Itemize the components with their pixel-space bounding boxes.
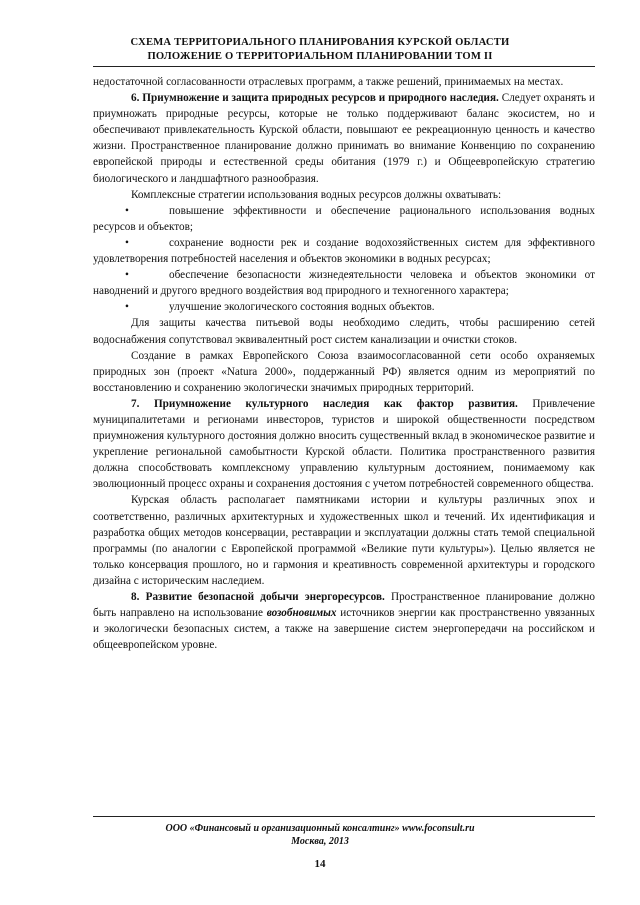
- bullet-text: сохранение водности рек и создание водохозяйственных систем для эффективного удовлетворения потребностей населения и объектов экономики в водных ресурсах;: [93, 236, 595, 266]
- section-7-paragraph: [93, 396, 595, 493]
- natura-paragraph: Создание в рамках Европейского Союза взаимосогласованной сети особо охраняемых природных зон (проект «Natura 2000», поддержанный РФ) является одним из мероприятий по восстановлению и сохранению экологически значимых природных территорий.: [93, 349, 595, 394]
- bullet-item: [93, 203, 595, 235]
- section-8-paragraph: [93, 589, 595, 653]
- footer-company: ООО «Финансовый и организационный консалтинг» www.foconsult.ru: [165, 823, 475, 834]
- section-6-text: Следует охранять и приумножать природные ресурсы, которые не только поддерживают баланс экосистем, но и обеспечивают привлекательность Курской области, повышают ее рекреационную ценность и качество жизни. Пространственное планирование должно принимать во внимание Конвенцию по сохранению европейской природы и естественной среды обитания (1979 г.) и Общеевропейскую стратегию биологического и ландшафтного разнообразия.: [93, 92, 595, 185]
- bullet-marker: •: [125, 236, 129, 249]
- bullet-text: повышение эффективности и обеспечение рационального использования водных ресурсов и объектов;: [93, 204, 595, 233]
- section-7-text: Привлечение муниципалитетами и регионами инвесторов, туристов и широкой общественности посредством приумножения культурного достояния должно вносить существенный вклад в экономическое развитие и укрепление региональной самобытности Курской области. Политика пространственного развития должна способствовать комплексному управлению культурным достоянием, понимаемому как эволюционный процесс охраны и сохранения достояния с учетом потребностей современного общества.: [93, 397, 595, 491]
- header-divider: [93, 66, 595, 67]
- section-6-paragraph: [93, 90, 595, 187]
- footer-divider: [93, 816, 595, 817]
- section-8-heading: 8. Развитие безопасной добычи энергоресурсов.: [131, 591, 385, 603]
- paragraph-continuation: недостаточной согласованности отраслевых программ, а также решений, принимаемых на местах.: [93, 76, 564, 88]
- bullet-item: [93, 299, 595, 315]
- page-footer: [0, 822, 640, 848]
- bullet-marker: •: [125, 204, 129, 217]
- document-body: [93, 74, 595, 653]
- page-number: 14: [314, 858, 326, 870]
- section-7-heading: 7. Приумножение культурного наследия как фактор развития.: [131, 397, 518, 410]
- section-8-text-a: Пространственное планирование должно быть направлено на использование: [93, 591, 595, 620]
- bullet-marker: •: [125, 301, 129, 314]
- bullet-text: обеспечение безопасности жизнедеятельности человека и объектов экономики от наводнений и другого вредного воздействия вод природного и техногенного характера;: [93, 269, 595, 298]
- section-6-heading: 6. Приумножение и защита природных ресурсов и природного наследия.: [131, 92, 499, 105]
- bullet-item: [93, 235, 595, 267]
- drinking-water-paragraph: Для защиты качества питьевой воды необходимо следить, чтобы расширению сетей водоснабжения сопутствовал эквивалентный рост систем канализации и очистки стоков.: [93, 317, 595, 346]
- page-header: [0, 36, 640, 64]
- bullet-marker: •: [125, 269, 129, 282]
- renewable-emphasis: возобновимых: [266, 607, 337, 620]
- water-strategies-paragraph: Комплексные стратегии использования водных ресурсов должны охватывать:: [131, 188, 502, 201]
- bullet-text: улучшение экологического состояния водных объектов.: [169, 301, 435, 314]
- section-8-text-b: источников энергии как пространственно увязанных и экологически безопасных систем, а также на завершение систем энергопередачи на российском и общеевропейском уровне.: [93, 607, 596, 652]
- header-title-line-2: ПОЛОЖЕНИЕ О ТЕРРИТОРИАЛЬНОМ ПЛАНИРОВАНИИ ТОМ II: [147, 51, 493, 62]
- header-title-line-1: СХЕМА ТЕРРИТОРИАЛЬНОГО ПЛАНИРОВАНИЯ КУРСКОЙ ОБЛАСТИ: [130, 37, 510, 48]
- footer-city-year: Москва, 2013: [291, 836, 349, 847]
- kursk-heritage-paragraph: Курская область располагает памятниками истории и культуры различных эпох и соответственно, различных архитектурных и художественных школ и течений. Их идентификация и разработка общих методов консервации, реставрации и эксплуатации должны стать темой специальной программы (по аналогии с Европейской программой «Великие пути культуры»). Целью является не только консервация прошлого, но и гармония и креативность современной архитектуры и городского дизайна с историческим наследием.: [93, 494, 595, 587]
- bullet-item: [93, 267, 595, 299]
